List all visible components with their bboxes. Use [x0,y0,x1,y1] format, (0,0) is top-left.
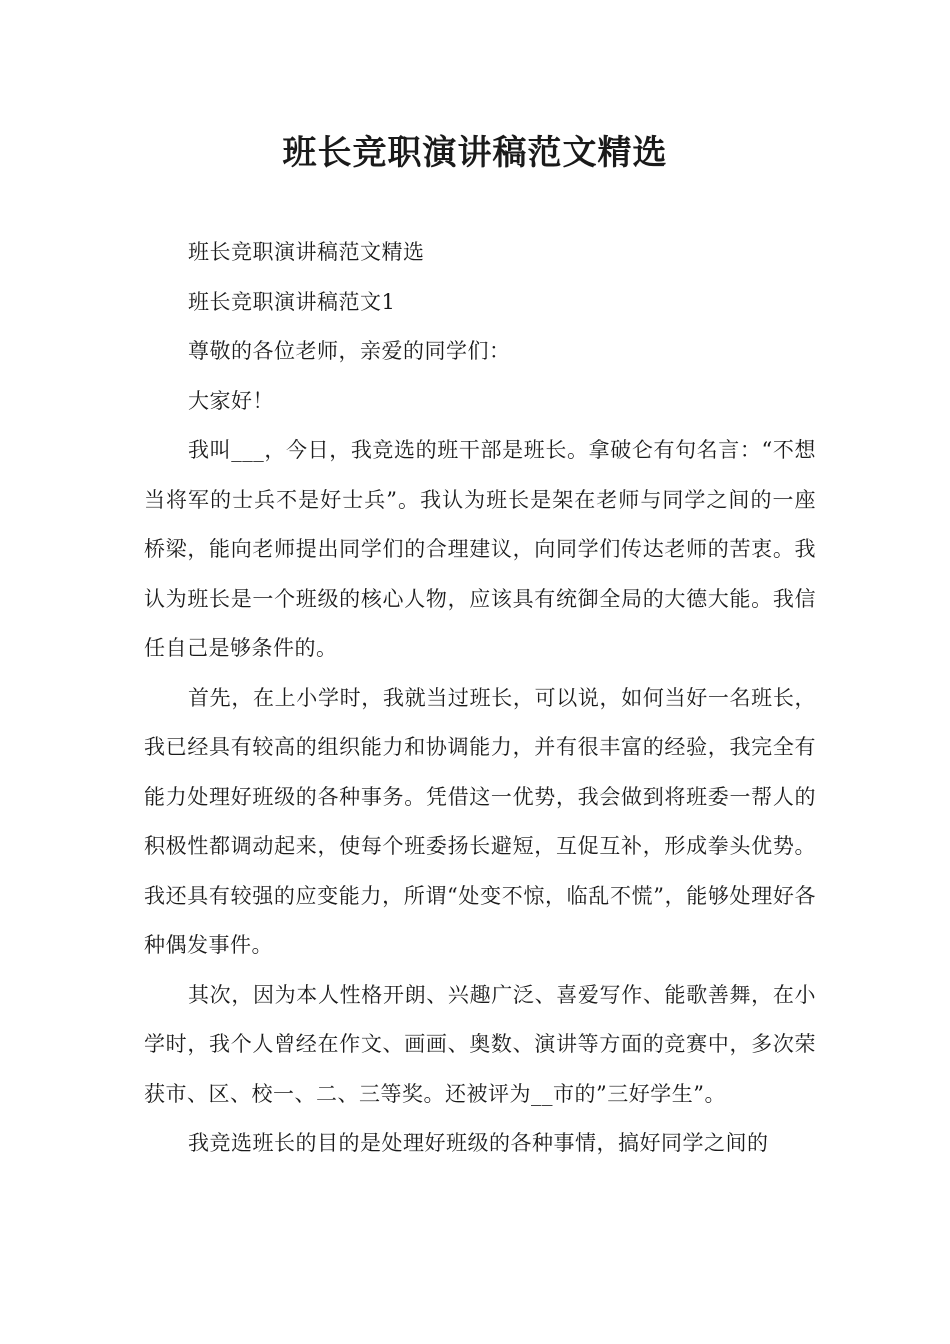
paragraph-second: 其次，因为本人性格开朗、兴趣广泛、喜爱写作、能歌善舞，在小学时，我个人曾经在作文、画画、奥数、演讲等方面的竞赛中，多次荣获市、区、校一、二、三等奖。还被评为__市的”三好学生”。 [144,982,816,1106]
document-title: 班长竞职演讲稿范文精选 [282,133,668,173]
paragraph-greeting: 大家好！ [188,388,274,413]
paragraph-first: 首先，在上小学时，我就当过班长，可以说，如何当好一名班长，我已经具有较高的组织能力和协调能力，并有很丰富的经验，我完全有能力处理好班级的各种事务。凭借这一优势，我会做到将班委一帮人的积极性都调动起来，使每个班委扬长避短，互促互补，形成拳头优势。我还具有较强的应变能力，所谓“处变不惊，临乱不慌”，能够处理好各种偶发事件。 [144,685,816,957]
paragraph-intro: 我叫___，今日，我竞选的班干部是班长。拿破仑有句名言：“不想当将军的士兵不是好士兵”。我认为班长是架在老师与同学之间的一座桥梁，能向老师提出同学们的合理建议，向同学们传达老师的苦衷。我认为班长是一个班级的核心人物，应该具有统御全局的大德大能。我信任自己是够条件的。 [144,438,816,660]
paragraph-heading-1: 班长竞职演讲稿范文1 [188,289,396,314]
paragraph-purpose: 我竞选班长的目的是处理好班级的各种事情，搞好同学之间的 [188,1131,769,1155]
paragraph-salutation: 尊敬的各位老师，亲爱的同学们： [188,339,511,363]
paragraph-subtitle: 班长竞职演讲稿范文精选 [188,240,425,264]
document-body [144,228,816,1169]
